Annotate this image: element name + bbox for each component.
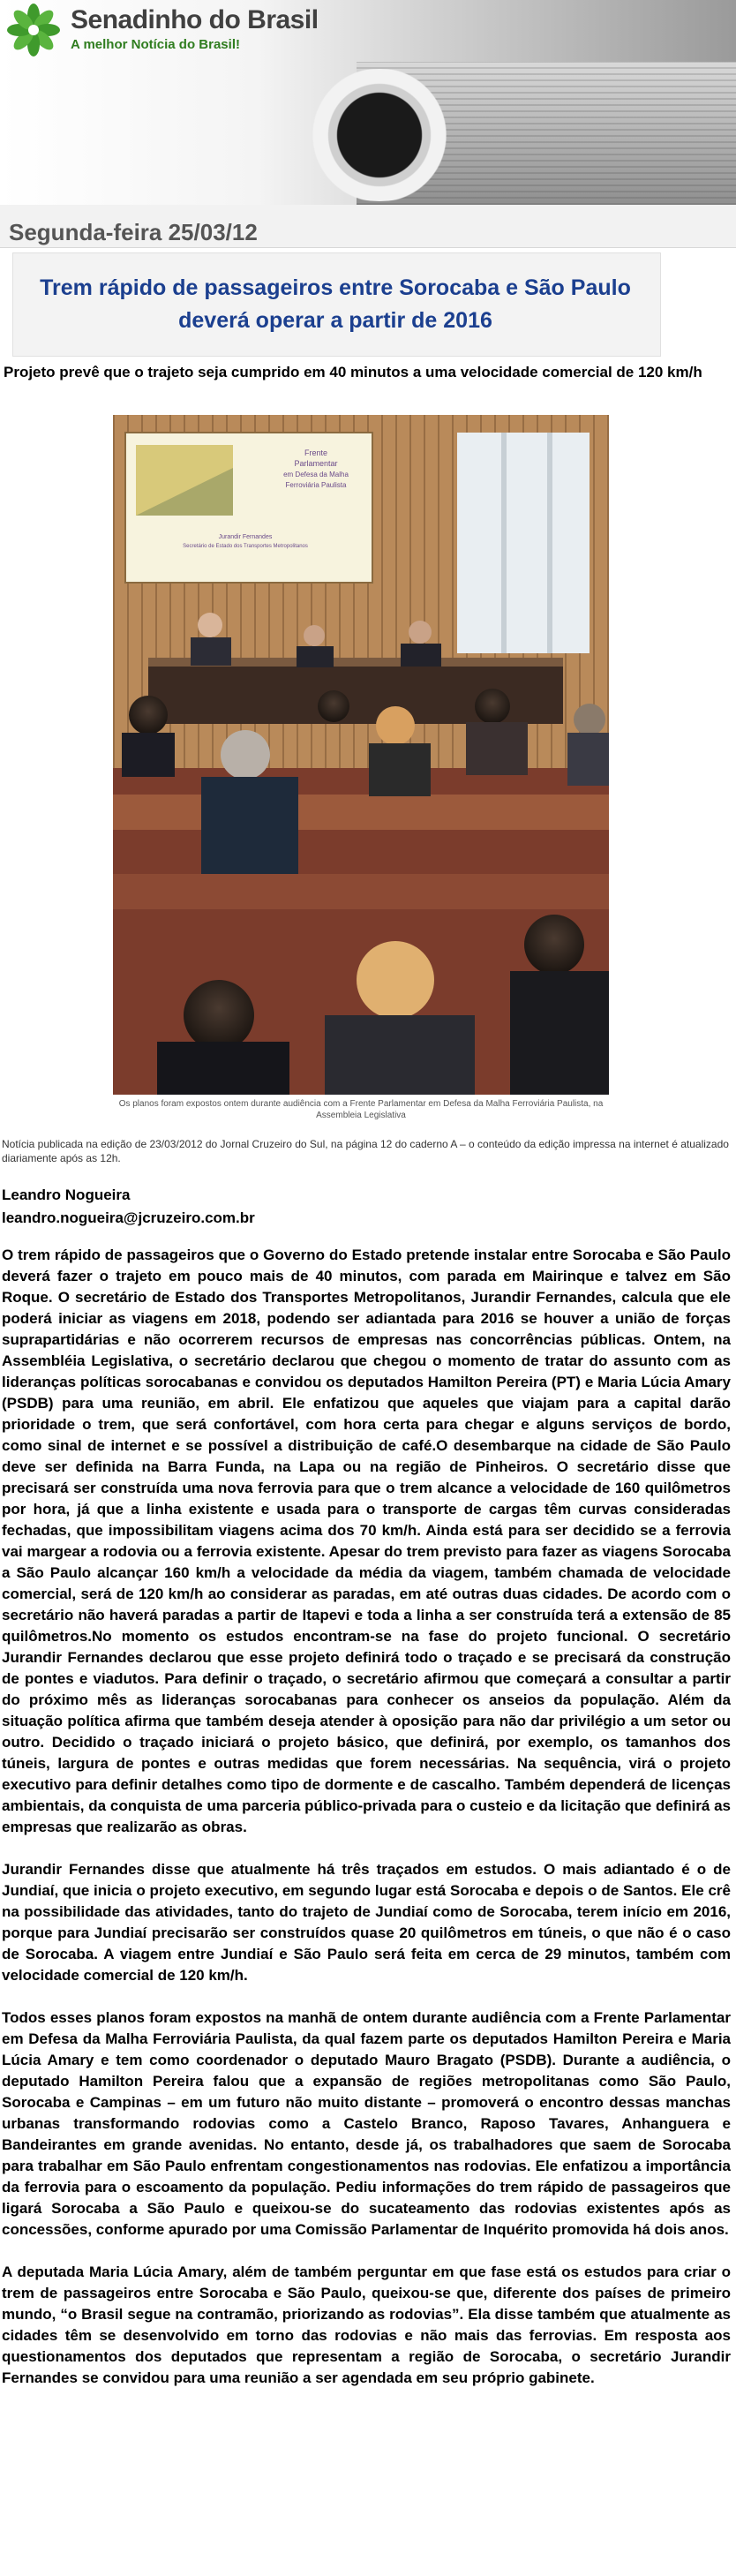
screen-line: Secretário de Estado dos Transportes Metropolitanos bbox=[183, 544, 308, 549]
coffee-cup-image bbox=[291, 69, 468, 201]
article-photo bbox=[113, 415, 609, 1095]
article-paragraph: O trem rápido de passageiros que o Governo do Estado pretende instalar entre Sorocaba e São Paulo deverá fazer o trajeto em pouco mais de 40 minutos, com parada em Mairinque e talvez em São Roque. O secretário de Estado dos Transportes Metropolitanos, Jurandir Fernandes, calcula que ele poderá iniciar as viagens em 2018, podendo ser adiantada para 2016 se houver a união de forças suprapartidárias e não ocorrerem recursos de empresas nas concorrências públicas. Ontem, na Assembléia Legislativa, o secretário declarou que chegou o momento de tratar do assunto com as lideranças políticas sorocabanas e convidou os deputados Hamilton Pereira (PT) e Maria Lúcia Amary (PSDB) para uma reunião, em abril. Ele enfatizou que aqueles que viajam para a capital darão prioridade o trem, que será confortável, com hora certa para chegar e alguns serviços de bordo, como sinal de internet e se possível a distribuição de café.O desembarque na cidade de São Paulo deve ser definida na Barra Funda, na Lapa ou na região de Pinheiros. O secretário disse que precisará ser construída uma nova ferrovia para que o trem alcance a velocidade de 160 quilômetros por hora, já que a linha existente e usada para o transporte de cargas têm curvas consideradas fechadas, que impossibilitam viagens acima dos 70 km/h. Ainda está para ser decidido se a ferrovia vai margear a rodovia ou a ferrovia existente. Apesar do trem previsto para fazer as viagens Sorocaba a São Paulo alcançar 160 km/h a velocidade da média da viagem, também chamada de velocidade comercial, será de 120 km/h ao considerar as paradas, em até outras duas cidades. De acordo com o secretário não haverá paradas a partir de Itapevi e toda a linha a ser construída terá a extensão de 85 quilômetros.No momento os estudos encontram-se na fase do projeto funcional. O secretário Jurandir Fernandes declarou que esse projeto definirá todo o traçado e se precisará da construção de pontes e viadutos. Para definir o traçado, o secretário afirmou que começará a consultar a partir do próximo mês as lideranças sorocabanas para conhecer os anseios da população. Além da situação política afirma que também deseja atender à oposição para não dar privilégio a um setor ou outro. Decidido o traçado iniciará o projeto básico, que definirá, por exemplo, os tamanhos dos túneis, largura de pontes e outras medidas que forem necessárias. Na sequência, virá o projeto executivo para definir detalhes como tipo de dormente e de cascalho. Também dependerá de licenças ambientais, da conquista de uma parceria público-privada para o custeio e da licitação que definirá as empresas que realizarão as obras. bbox=[2, 1247, 731, 1835]
site-tagline: A melhor Notícia do Brasil! bbox=[71, 37, 240, 52]
screen-line: Jurandir Fernandes bbox=[218, 534, 273, 540]
photo-caption: Os planos foram expostos ontem durante audiência com a Frente Parlamentar em Defesa da Malha Ferroviária Paulista, na Assembleia Legislativa bbox=[118, 1099, 604, 1120]
screen-line: Parlamentar bbox=[294, 459, 338, 468]
screen-line: em Defesa da Malha bbox=[283, 471, 349, 478]
site-title[interactable]: Senadinho do Brasil bbox=[71, 5, 319, 34]
logo-center bbox=[28, 25, 39, 35]
screen-line: Frente bbox=[304, 448, 328, 457]
article-paragraph: Jurandir Fernandes disse que atualmente há três traçados em estudos. O mais adiantado é o de Jundiaí, que inicia o projeto executivo, em segundo lugar está Sorocaba e depois o de Santos. Ele crê na possibilidade das atividades, tanto do trajeto de Jundiaí como de Sorocaba, terem início em 2016, porque para Jundiaí precisarão ser construídos quase 20 quilômetros em túneis, o que não é o caso de Sorocaba. A viagem entre Jundiaí e São Paulo será feita em cerca de 29 minutos, também com velocidade comercial de 120 km/h. bbox=[2, 1861, 731, 1984]
article-paragraph: A deputada Maria Lúcia Amary, além de também perguntar em que fase está os estudos para criar o trem de passageiros entre Sorocaba e São Paulo, queixou-se que, diferente dos países de primeiro mundo, “o Brasil segue na contramão, priorizando as rodovias”. Ela disse também que atualmente as cidades têm se desenvolvido em torno das rodovias e não mais das ferrovias. Em resposta aos questionamentos dos deputados que representam a região de Sorocaba, o secretário Jurandir Fernandes se convidou para uma reunião a ser agendada em seu próprio gabinete. bbox=[2, 2263, 731, 2386]
article-body bbox=[2, 1245, 731, 2410]
logo-icon[interactable] bbox=[5, 2, 62, 58]
publication-note: Notícia publicada na edição de 23/03/2012 do Jornal Cruzeiro do Sul, na página 12 do caderno A – o conteúdo da edição impressa na internet é atualizado diariamente após as 12h. bbox=[2, 1138, 729, 1164]
screen-line: Ferroviária Paulista bbox=[285, 481, 347, 489]
article-date: Segunda-feira 25/03/12 bbox=[9, 219, 258, 245]
author-name: Leandro Nogueira bbox=[2, 1186, 131, 1203]
author-email[interactable]: leandro.nogueira@jcruzeiro.com.br bbox=[2, 1209, 255, 1226]
article-headline: Trem rápido de passageiros entre Sorocaba e São Paulo deverá operar a partir de 2016 bbox=[40, 275, 631, 333]
article-lead: Projeto prevê que o trajeto seja cumprido em 40 minutos a uma velocidade comercial de 120 km/h bbox=[4, 364, 702, 380]
article-paragraph: Todos esses planos foram expostos na manhã de ontem durante audiência com a Frente Parlamentar em Defesa da Malha Ferroviária Paulista, da qual fazem parte os deputados Hamilton Pereira e Maria Lúcia Amary e tem como coordenador o deputado Mauro Bragato (PSDB). Durante a audiência, o deputado Hamilton Pereira falou que a expansão de regiões metropolitanas como São Paulo, Sorocaba e Campinas – em um futuro não muito distante – promoverá o encontro dessas manchas urbanas transformando rodovias como a Castelo Branco, Raposo Tavares, Anhanguera e Bandeirantes em grande avenidas. No entanto, desde já, os trabalhadores que saem de Sorocaba para trabalhar em São Paulo enfrentam congestionamentos nas rodovias. Ele enfatizou a importância da ferrovia para o escoamento da população. Pediu informações do trem rápido de passageiros que ligará Sorocaba a São Paulo e queixou-se do sucateamento das rodovias existentes após as concessões, conforme apurado por uma Comissão Parlamentar de Inquérito promovida há dois anos. bbox=[2, 2009, 731, 2238]
